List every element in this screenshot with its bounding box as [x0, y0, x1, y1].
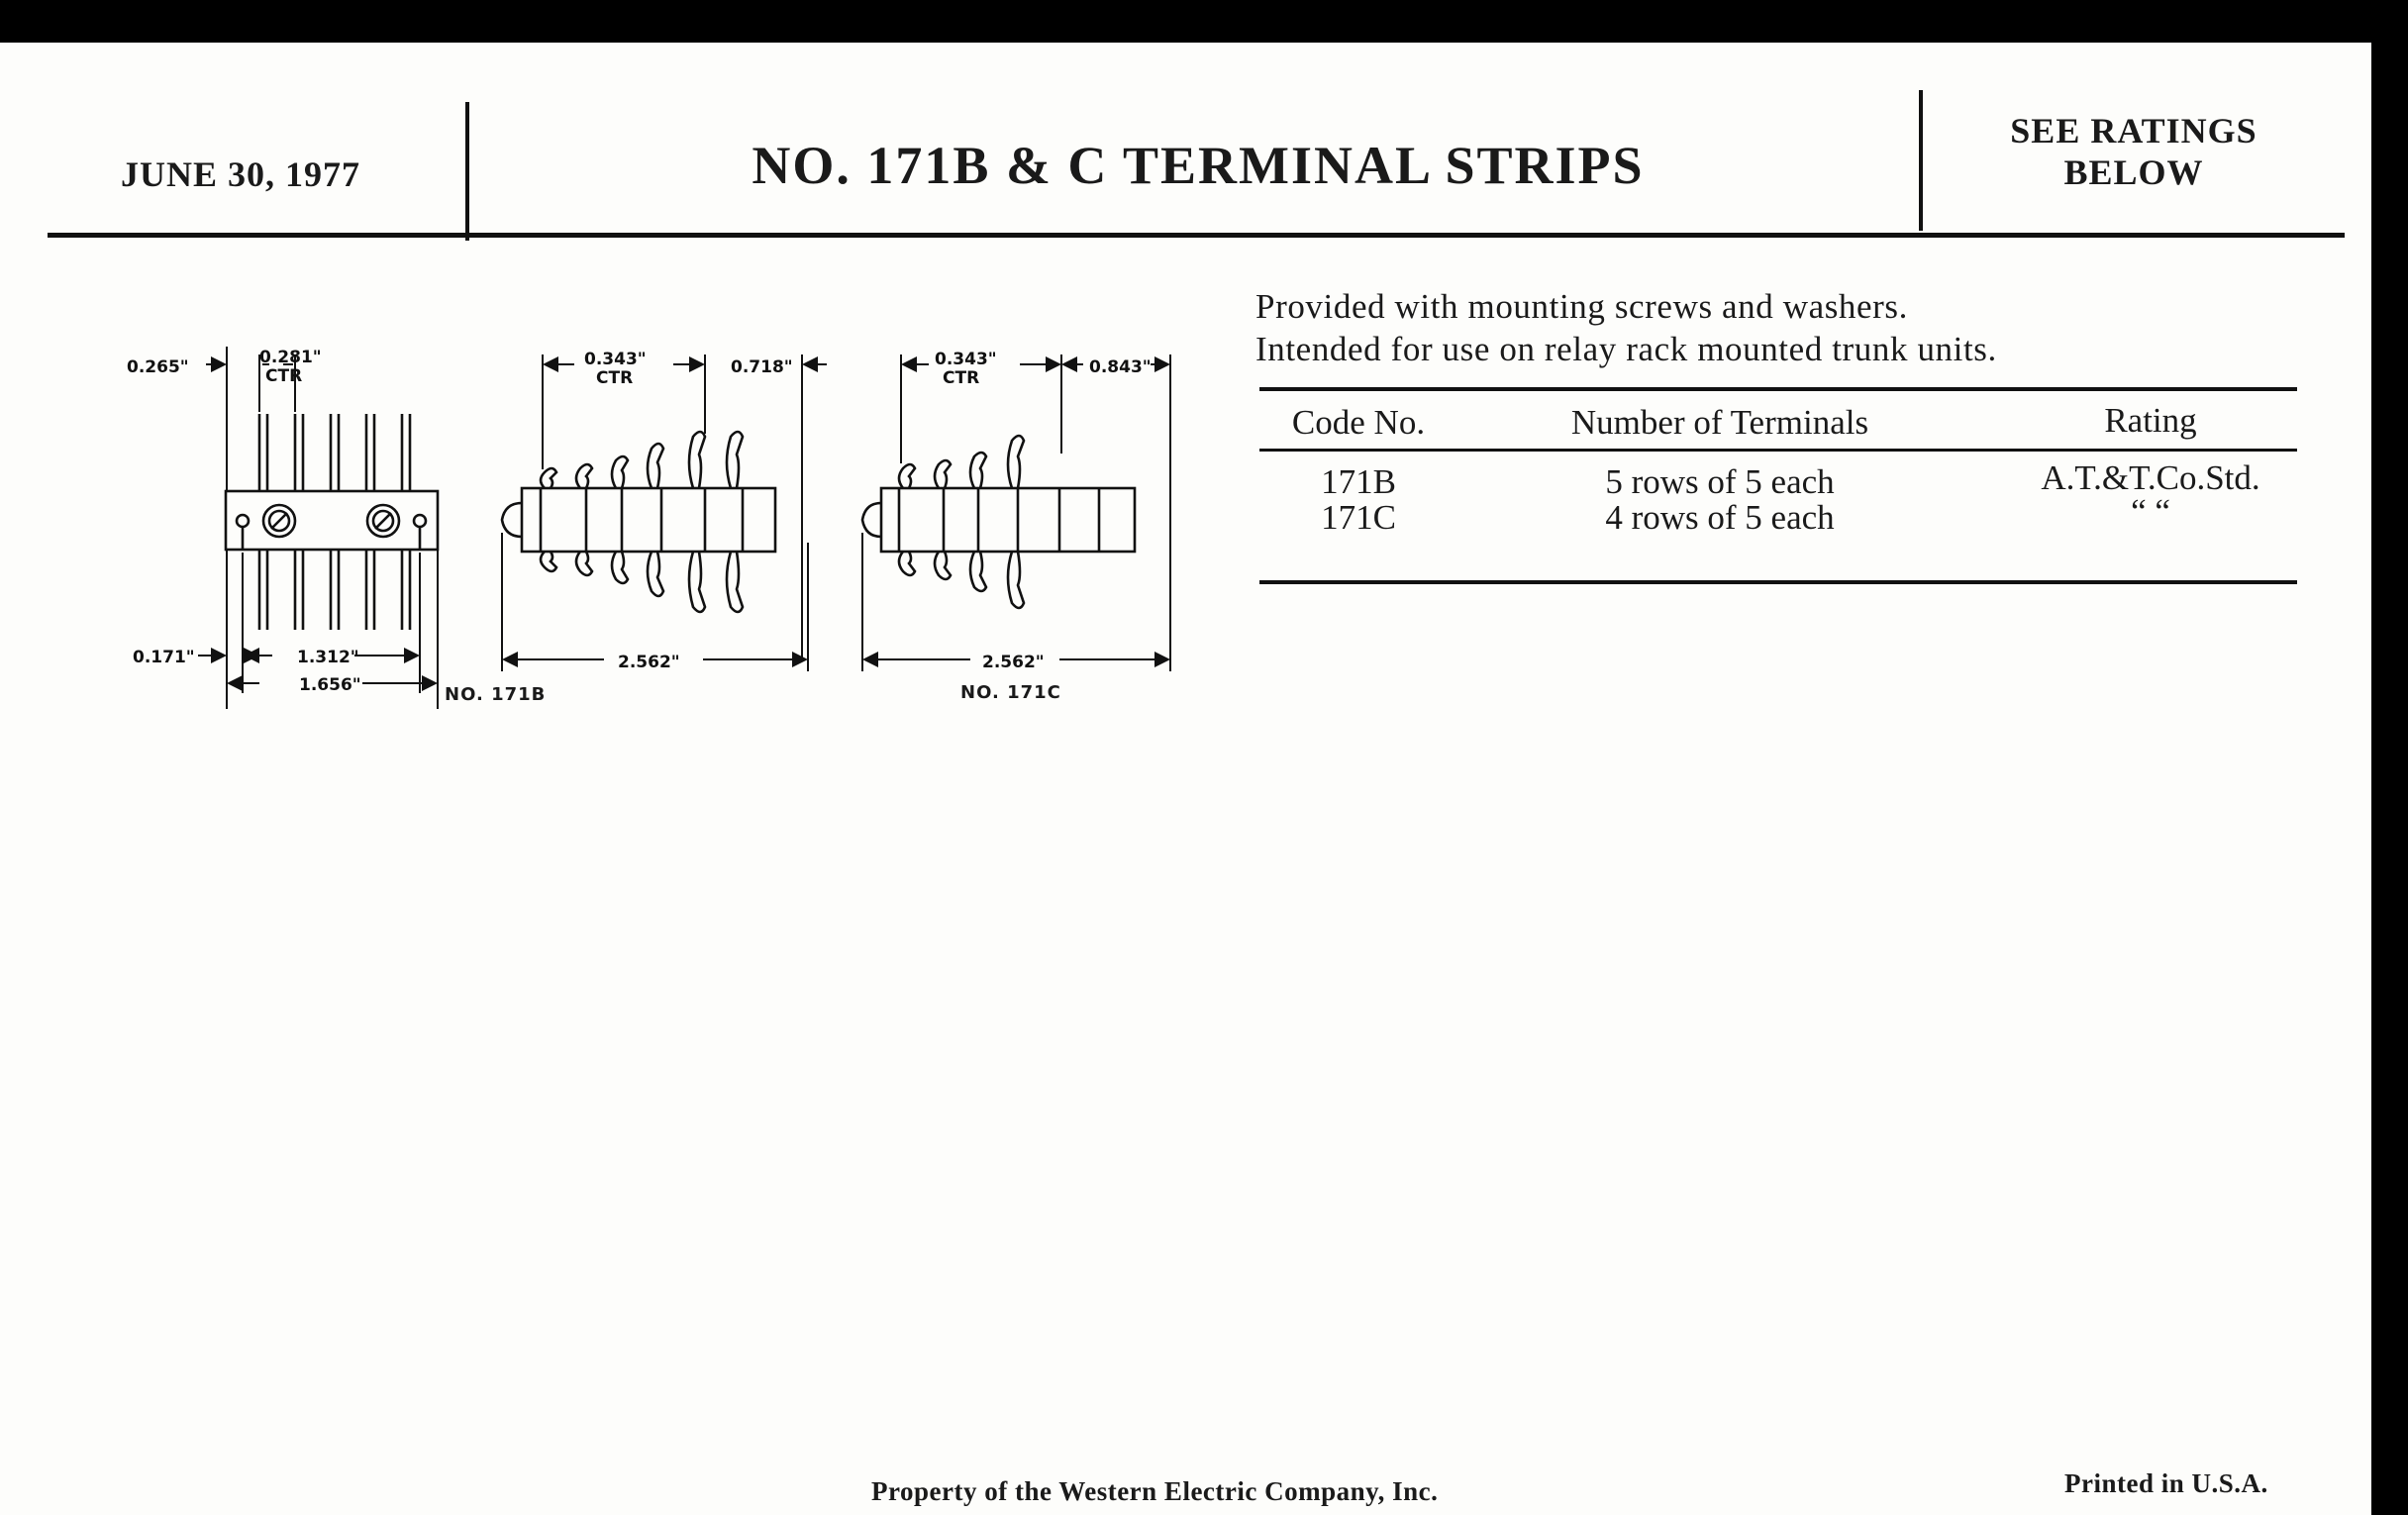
description-line-1: Provided with mounting screws and washers. — [1255, 287, 1908, 326]
dim-ctr-front: CTR — [265, 366, 303, 386]
dim-2562-171b: 2.562" — [618, 653, 680, 672]
spec-card — [0, 43, 2371, 1515]
dim-0281: 0.281" — [259, 348, 322, 367]
description — [1255, 285, 1997, 370]
table-header-rule — [1259, 449, 2297, 452]
caption-171c: NO. 171C — [960, 682, 1061, 703]
dim-1656: 1.656" — [299, 675, 361, 695]
cell-terminals-171c: 4 rows of 5 each — [1605, 498, 1835, 537]
cell-code-171b: 171B — [1321, 462, 1396, 501]
cell-rating-171c: “ “ — [2131, 492, 2170, 531]
dim-0171: 0.171" — [133, 648, 195, 667]
caption-171b: NO. 171B — [445, 684, 547, 705]
col-header-rating: Rating — [2104, 401, 2197, 440]
dim-0343-171c: 0.343" — [935, 350, 997, 369]
cell-terminals-171b: 5 rows of 5 each — [1605, 462, 1835, 501]
table-bottom-rule — [1259, 580, 2297, 584]
header-rule — [48, 233, 2345, 238]
dim-0718: 0.718" — [731, 357, 793, 377]
dim-0343-171b: 0.343" — [584, 350, 647, 369]
header-divider-left — [465, 102, 469, 241]
footer-property: Property of the Western Electric Company, Inc. — [871, 1476, 1439, 1506]
ratings-note — [1970, 110, 2297, 193]
cell-code-171c: 171C — [1321, 498, 1396, 537]
issue-date: JUNE 30, 1977 — [121, 154, 361, 194]
ratings-note-line1: SEE RATINGS — [2010, 111, 2258, 151]
dim-0265: 0.265" — [127, 357, 189, 377]
dim-0843: 0.843" — [1089, 357, 1152, 377]
side-view-171c-drawing — [862, 354, 1170, 671]
footer-printed: Printed in U.S.A. — [2064, 1468, 2268, 1498]
ratings-note-line2: BELOW — [2063, 152, 2204, 192]
description-line-2: Intended for use on relay rack mounted trunk units. — [1255, 330, 1997, 368]
page-title: NO. 171B & C TERMINAL STRIPS — [752, 136, 1645, 195]
dim-ctr-171b: CTR — [596, 368, 634, 388]
cell-rating-171b: A.T.&T.Co.Std. — [2041, 458, 2260, 497]
col-header-code: Code No. — [1291, 403, 1426, 442]
dim-1312: 1.312" — [297, 648, 359, 667]
side-view-171b-drawing — [502, 354, 827, 671]
table-top-rule — [1259, 387, 2297, 391]
dim-2562-171c: 2.562" — [982, 653, 1045, 672]
header-divider-right — [1919, 90, 1923, 231]
dim-ctr-171c: CTR — [943, 368, 980, 388]
col-header-terminals: Number of Terminals — [1570, 403, 1869, 442]
